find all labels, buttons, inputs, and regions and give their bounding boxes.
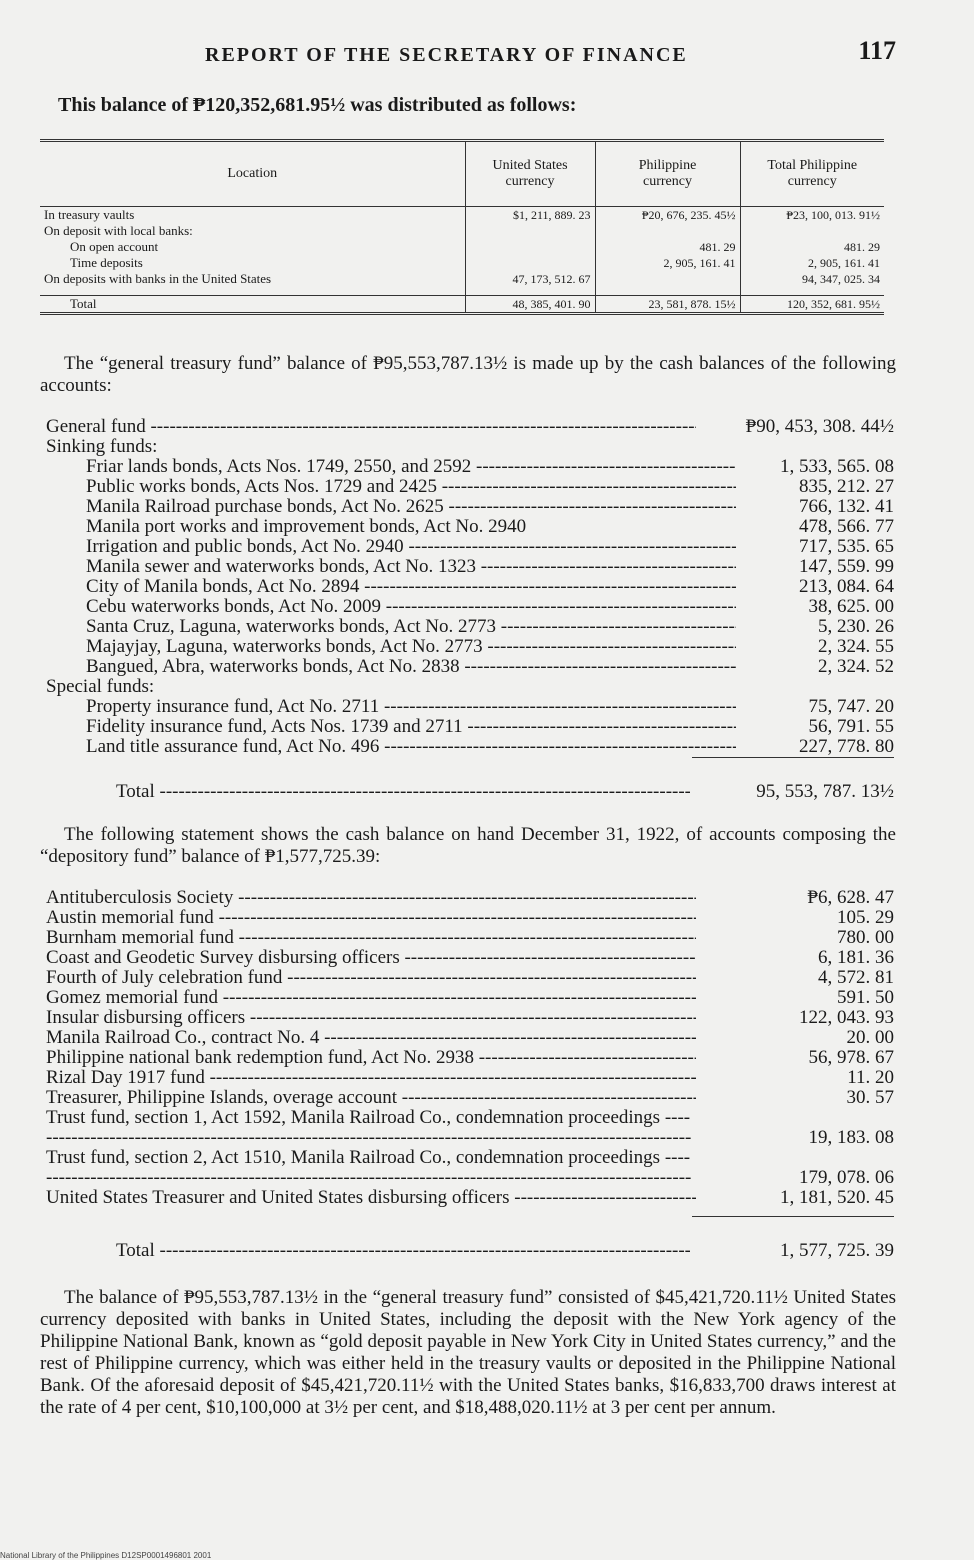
row-label: On open account [70,239,159,254]
total-label: Total [40,296,465,314]
ph-currency-total: 23, 581, 878. 15½ [595,296,740,314]
item-value: 2, 324. 55 [818,636,894,657]
running-head-title: REPORT OF THE SECRETARY OF FINANCE [205,44,688,66]
item-value: 717, 535. 65 [799,536,894,557]
list-item [40,948,894,968]
item-value: ₱6, 628. 47 [807,887,894,908]
total-value: 95, 553, 787. 13½ [756,781,894,802]
table-row [40,239,884,255]
list-item [40,537,894,557]
ph-currency-cell [595,271,740,296]
item-label: Special funds: [46,677,155,697]
row-label: Time deposits [70,255,143,270]
item-label: Fourth of July celebration fund ----- [46,968,696,988]
us-currency-cell: 47, 173, 512. 67 [465,271,595,296]
item-label: Antituberculosis Society ----- [46,888,696,908]
item-label: Trust fund, section 1, Act 1592, Manila Railroad Co., condemnation proceedings ----- [46,1108,696,1148]
total-row [40,772,894,802]
item-value: 780. 00 [837,927,894,948]
item-value: 213, 084. 64 [799,576,894,597]
item-label: Philippine national bank redemption fund, Act No. 2938 ----- [46,1048,696,1068]
list-item [40,1088,894,1108]
item-value: 835, 212. 27 [799,476,894,497]
list-item [40,908,894,928]
column-header: Location [40,141,465,207]
total-label: Total ----- [40,782,690,802]
item-value: 591. 50 [837,987,894,1008]
table-header-row [40,141,884,207]
item-value: 11. 20 [847,1067,894,1088]
total-value: 1, 577, 725. 39 [780,1240,894,1261]
total-currency-cell [740,223,884,239]
distribution-table [40,139,884,315]
item-value: 179, 078. 06 [799,1167,894,1188]
us-currency-cell [465,239,595,255]
item-label: Cebu waterworks bonds, Act No. 2009 ----- [86,597,736,617]
item-value: 4, 572. 81 [818,967,894,988]
ph-currency-cell: 481. 29 [595,239,740,255]
page-number: 117 [858,36,896,65]
column-header: Philippine currency [595,141,740,207]
row-label: On deposits with banks in the United States [44,271,272,286]
us-currency-cell: $1, 211, 889. 23 [465,207,595,224]
total-currency-cell: 94, 347, 025. 34 [740,271,884,296]
row-label: On deposit with local banks: [44,223,193,238]
general-fund-list [40,417,894,802]
list-item [40,497,894,517]
item-label: Property insurance fund, Act No. 2711 ----- [86,697,736,717]
list-item [40,477,894,497]
ph-currency-cell: ₱20, 676, 235. 45½ [595,207,740,224]
item-value: 1, 181, 520. 45 [780,1187,894,1208]
item-value: 5, 230. 26 [818,616,894,637]
us-currency-cell [465,255,595,271]
list-item [40,637,894,657]
item-label: Rizal Day 1917 fund ----- [46,1068,696,1088]
item-label: Manila Railroad Co., contract No. 4 ----- [46,1028,696,1048]
item-label: Sinking funds: [46,437,158,457]
item-label: Bangued, Abra, waterworks bonds, Act No. 2838 ----- [86,657,736,677]
item-label: Fidelity insurance fund, Acts Nos. 1739 and 2711 ----- [86,717,736,737]
item-label: Public works bonds, Acts Nos. 1729 and 2425 ----- [86,477,736,497]
item-value: 75, 747. 20 [808,696,894,717]
item-value: 147, 559. 99 [799,556,894,577]
table-row [40,223,884,239]
item-value: 6, 181. 36 [818,947,894,968]
item-label: Santa Cruz, Laguna, waterworks bonds, Act No. 2773 ----- [86,617,736,637]
list-item [40,968,894,988]
list-heading [40,677,894,697]
list-item [40,1188,894,1208]
item-value: 20. 00 [846,1027,894,1048]
running-head [40,34,896,74]
item-value: 766, 132. 41 [799,496,894,517]
item-label: Austin memorial fund ----- [46,908,696,928]
item-value: 56, 791. 55 [808,716,894,737]
column-header: Total Philippine currency [740,141,884,207]
general-fund-intro: The “general treasury fund” balance of ₱95,553,787.13½ is made up by the cash balances of the following accounts: [40,353,896,396]
item-label: Treasurer, Philippine Islands, overage account ----- [46,1088,696,1108]
depository-intro: The following statement shows the cash balance on hand December 31, 1922, of accounts composing the “depository fund” balance of ₱1,577,725.39: [40,824,896,867]
item-label: Burnham memorial fund ----- [46,928,696,948]
depository-list [40,888,894,1261]
list-item [40,988,894,1008]
item-value: 19, 183. 08 [808,1127,894,1148]
item-value: 30. 57 [846,1087,894,1108]
list-item [40,888,894,908]
item-label: Land title assurance fund, Act No. 496 ----- [86,737,736,757]
item-value: 38, 625. 00 [808,596,894,617]
ph-currency-cell [595,223,740,239]
item-label: Manila sewer and waterworks bonds, Act No. 1323 ----- [86,557,736,577]
item-label: General fund ----- [46,417,696,437]
item-label: Irrigation and public bonds, Act No. 2940 ----- [86,537,736,557]
closing-paragraph: The balance of ₱95,553,787.13½ in the “general treasury fund” consisted of $45,421,720.11½ United States currency deposited with banks in United States, including the deposit with the New York agency of the Philippine National Bank, known as “gold deposit payable in New York City in United States currency,” and the rest of Philippine currency, which was either held in the treasury vaults or deposited in the Philippine National Bank. Of the aforesaid deposit of $45,421,720.11½ with the United States banks, $16,833,700 draws interest at the rate of 4 per cent, $10,100,000 at 3½ per cent, and $18,488,020.11½ at 3 per cent per annum. [40,1287,896,1418]
item-value: 56, 978. 67 [808,1047,894,1068]
item-value: 122, 043. 93 [799,1007,894,1028]
total-currency-cell: 481. 29 [740,239,884,255]
list-item [40,697,894,717]
us-currency-cell [465,223,595,239]
list-item [40,737,894,757]
scan-footer: National Library of the Philippines D12SP0001496801 2001 [0,1551,212,1560]
list-item [40,1108,894,1148]
item-label: City of Manila bonds, Act No. 2894 ----- [86,577,736,597]
column-header: United States currency [465,141,595,207]
item-label: Manila port works and improvement bonds, Act No. 2940 [86,517,527,537]
list-item [40,457,894,477]
sum-rule [692,757,894,758]
total-currency-cell: 2, 905, 161. 41 [740,255,884,271]
total-row [40,1231,894,1261]
item-value: 227, 778. 80 [799,736,894,757]
item-value: ₱90, 453, 308. 44½ [745,416,894,437]
distribution-intro: This balance of ₱120,352,681.95½ was distributed as follows: [58,94,577,116]
ph-currency-cell: 2, 905, 161. 41 [595,255,740,271]
list-item [40,577,894,597]
total-label: Total ----- [40,1241,690,1261]
grand-total: 120, 352, 681. 95½ [740,296,884,314]
table-total-row [40,296,884,314]
item-value: 2, 324. 52 [818,656,894,677]
list-item [40,717,894,737]
list-item [40,1008,894,1028]
list-item [40,417,894,437]
item-value: 478, 566. 77 [799,516,894,537]
us-currency-total: 48, 385, 401. 90 [465,296,595,314]
item-label: Coast and Geodetic Survey disbursing officers ----- [46,948,696,968]
item-label: Friar lands bonds, Acts Nos. 1749, 2550, and 2592 ----- [86,457,736,477]
table-row [40,207,884,224]
row-label: In treasury vaults [44,207,135,222]
list-item [40,1048,894,1068]
list-item [40,517,894,537]
list-item [40,928,894,948]
list-heading [40,437,894,457]
item-label: Insular disbursing officers ----- [46,1008,696,1028]
list-item [40,597,894,617]
item-label: Majayjay, Laguna, waterworks bonds, Act No. 2773 ----- [86,637,736,657]
list-item [40,617,894,637]
list-item [40,1068,894,1088]
list-item [40,557,894,577]
table-row [40,271,884,296]
item-label: Manila Railroad purchase bonds, Act No. 2625 ----- [86,497,736,517]
item-value: 105. 29 [837,907,894,928]
item-label: United States Treasurer and United States disbursing officers ----- [46,1188,696,1208]
item-label: Trust fund, section 2, Act 1510, Manila Railroad Co., condemnation proceedings ----- [46,1148,696,1188]
list-item [40,657,894,677]
table-row [40,255,884,271]
total-currency-cell: ₱23, 100, 013. 91½ [740,207,884,224]
list-item [40,1028,894,1048]
item-value: 1, 533, 565. 08 [780,456,894,477]
item-label: Gomez memorial fund ----- [46,988,696,1008]
list-item [40,1148,894,1188]
sum-rule [692,1216,894,1217]
